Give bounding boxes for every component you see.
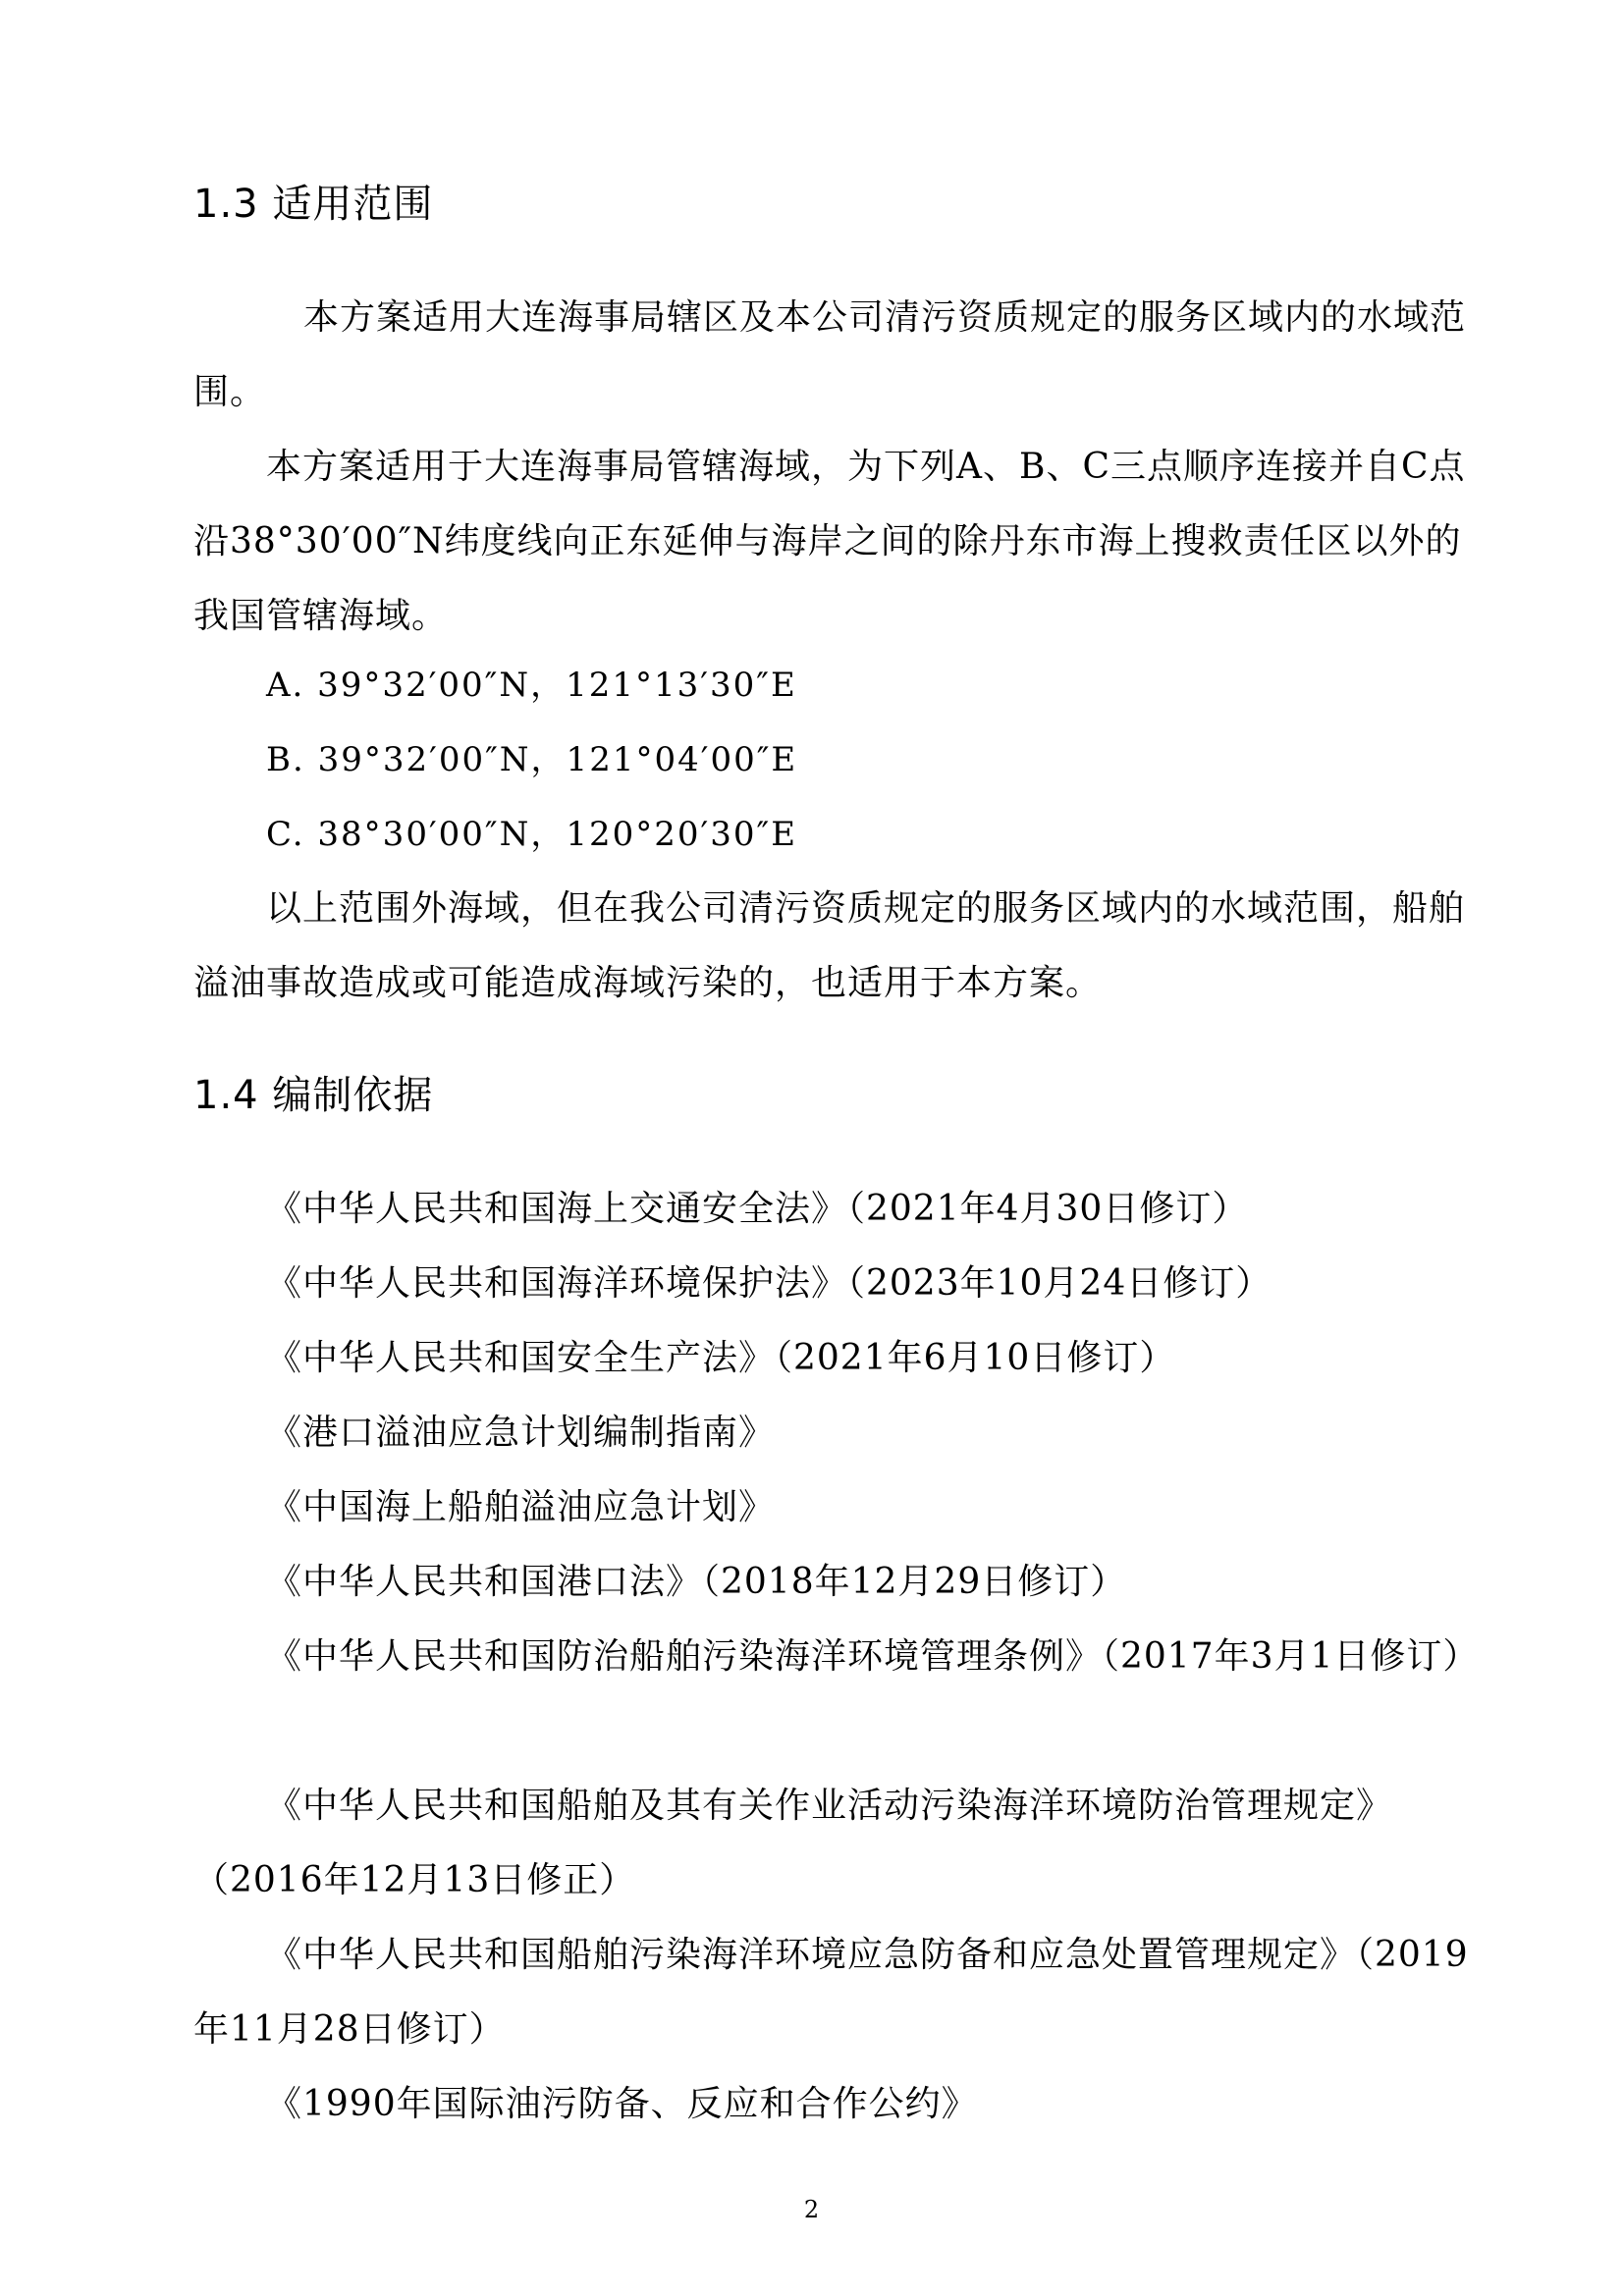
reference-item: 《中华人民共和国安全生产法》（2021年6月10日修订） [266,1338,1176,1378]
coordinate-a: A. 39°32′00″N，121°13′30″E [266,666,797,705]
page-number: 2 [803,2196,820,2223]
reference-item: 《中华人民共和国船舶及其有关作业活动污染海洋环境防治管理规定》（2016年12月13日修正） [193,1786,1393,1900]
reference-item: 《中华人民共和国防治船舶污染海洋环境管理条例》（2017年3月1日修订） [266,1636,1480,1677]
scope-paragraph-2: 本方案适用于大连海事局管辖海域，为下列A、B、C三点顺序连接并自C点沿38°30′00″N纬度线向正东延伸与海岸之间的除丹东市海上搜救责任区以外的我国管辖海域。 [193,447,1466,636]
reference-item: 《中华人民共和国海洋环境保护法》（2023年10月24日修订） [266,1263,1272,1304]
reference-item: 《港口溢油应急计划编制指南》 [266,1413,776,1453]
scope-paragraph-1: 本方案适用大连海事局辖区及本公司清污资质规定的服务区域内的水域范围。 [193,297,1467,412]
reference-item: 《中华人民共和国船舶污染海洋环境应急防备和应急处置管理规定》（2019年11月28日修订） [193,1935,1469,2050]
reference-item: 《1990年国际油污防备、反应和合作公约》 [266,2084,978,2124]
reference-item: 《中华人民共和国海上交通安全法》（2021年4月30日修订） [266,1189,1249,1229]
reference-item: 《中华人民共和国港口法》（2018年12月29日修订） [266,1562,1127,1602]
coordinate-c: C. 38°30′00″N，120°20′30″E [266,815,798,854]
section-heading-scope: 1.3 适用范围 [193,182,434,227]
section-heading-basis: 1.4 编制依据 [193,1073,434,1118]
coordinate-b: B. 39°32′00″N，121°04′00″E [266,740,798,779]
scope-paragraph-3: 以上范围外海域，但在我公司清污资质规定的服务区域内的水域范围，船舶溢油事故造成或可能造成海域污染的，也适用于本方案。 [193,888,1466,1003]
reference-item: 《中国海上船舶溢油应急计划》 [266,1487,776,1527]
